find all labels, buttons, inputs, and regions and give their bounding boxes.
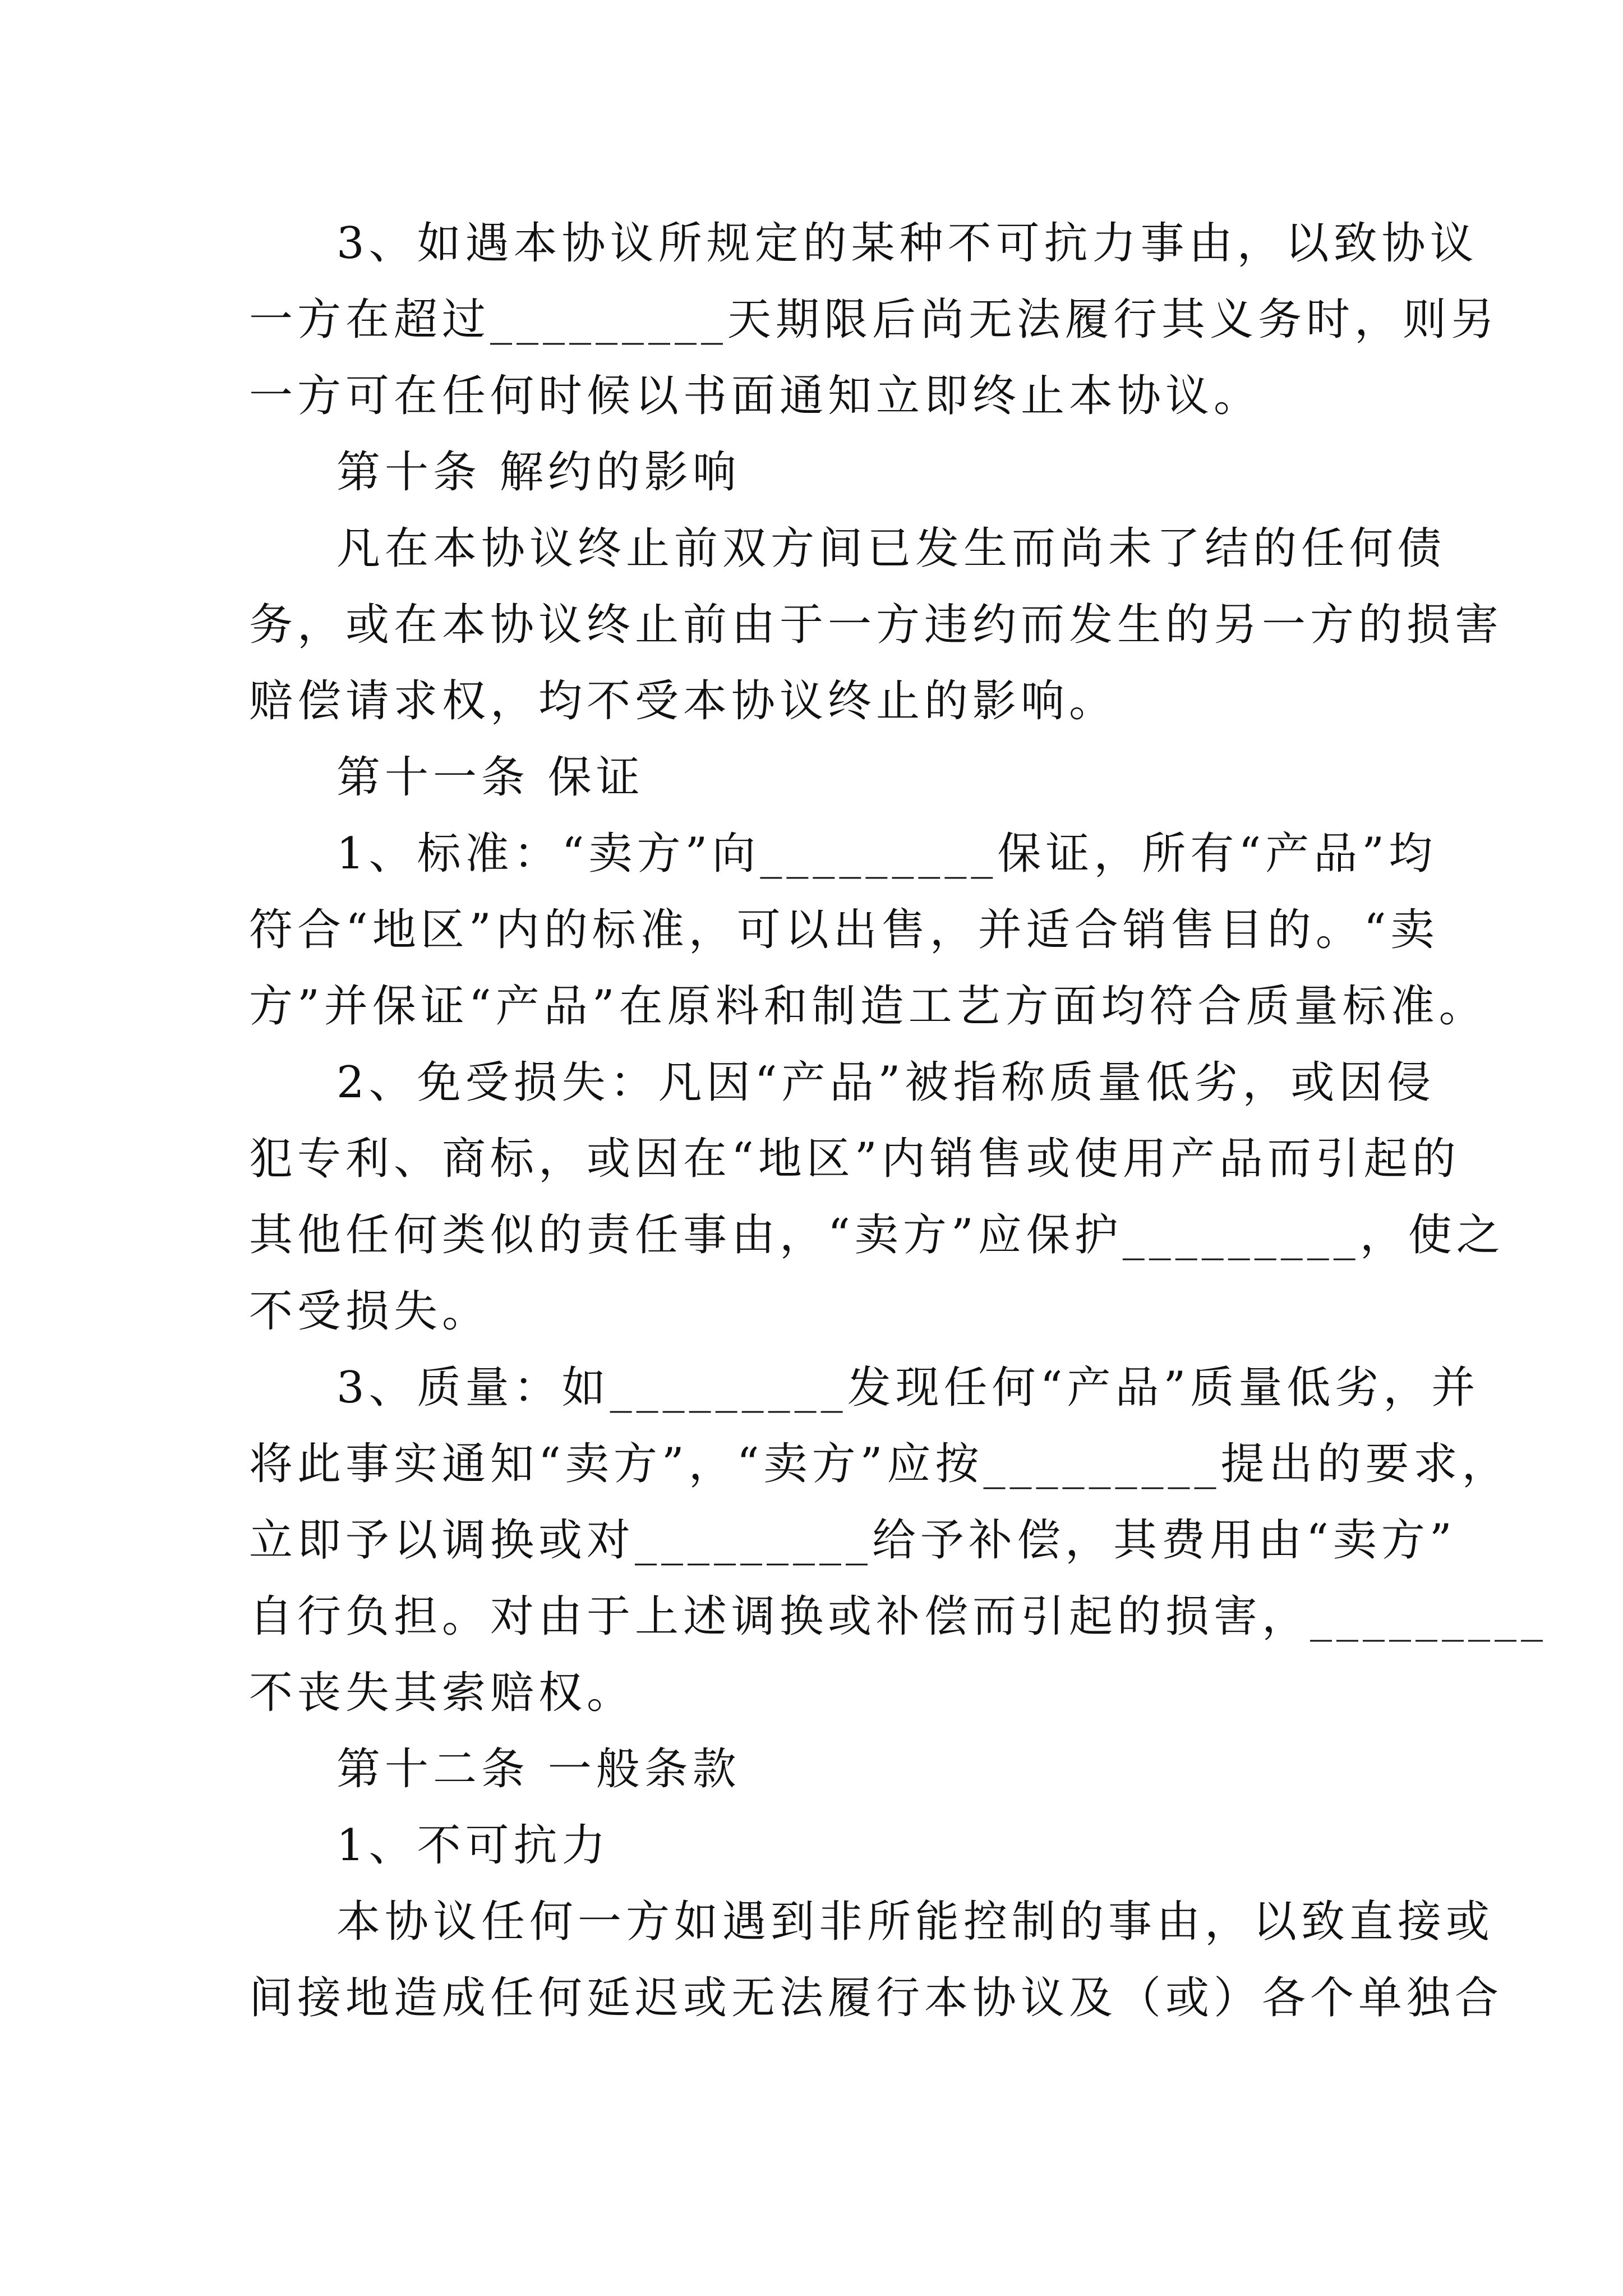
article-10-line-2: 务，或在本协议终止前由于一方违约而发生的另一方的损害 bbox=[249, 600, 1504, 650]
clause-11-3-line-5: 不丧失其索赔权。 bbox=[249, 1668, 635, 1718]
clause-9-3-line-1: 3、如遇本协议所规定的某种不可抗力事由，以致协议 bbox=[336, 218, 1478, 269]
clause-11-3-line-3: 立即予以调换或对_________给予补偿，其费用由“卖方” bbox=[249, 1515, 1456, 1566]
article-10-heading: 第十条 解约的影响 bbox=[336, 447, 741, 498]
clause-11-2-line-4: 不受损失。 bbox=[249, 1286, 491, 1337]
article-12-heading: 第十二条 一般条款 bbox=[336, 1744, 741, 1795]
clause-12-1-line-1: 本协议任何一方如遇到非所能控制的事由，以致直接或 bbox=[336, 1897, 1495, 1947]
clause-11-1-line-1: 1、标准：“卖方”向_________保证，所有“产品”均 bbox=[336, 829, 1437, 879]
clause-11-3-line-2: 将此事实通知“卖方”，“卖方”应按_________提出的要求， bbox=[249, 1439, 1510, 1489]
article-10-line-1: 凡在本协议终止前双方间已发生而尚未了结的任何债 bbox=[336, 523, 1446, 574]
clause-9-3-line-2: 一方在超过_________天期限后尚无法履行其义务时，则另 bbox=[249, 295, 1500, 345]
clause-11-2-line-1: 2、免受损失：凡因“产品”被指称质量低劣，或因侵 bbox=[336, 1057, 1436, 1108]
clause-11-3-line-4: 自行负担。对由于上述调换或补偿而引起的损害，_________ bbox=[249, 1591, 1548, 1642]
article-10-line-3: 赔偿请求权，均不受本协议终止的影响。 bbox=[249, 676, 1118, 726]
clause-12-1-line-2: 间接地造成任何延迟或无法履行本协议及（或）各个单独合 bbox=[249, 1973, 1504, 2023]
article-11-heading: 第十一条 保证 bbox=[336, 752, 644, 803]
clause-11-1-line-2: 符合“地区”内的标准，可以出售，并适合销售目的。“卖 bbox=[249, 905, 1439, 955]
clause-11-2-line-3: 其他任何类似的责任事由，“卖方”应保护_________，使之 bbox=[249, 1210, 1505, 1260]
clause-12-1-heading: 1、不可抗力 bbox=[336, 1820, 610, 1871]
clause-11-2-line-2: 犯专利、商标，或因在“地区”内销售或使用产品而引起的 bbox=[249, 1134, 1460, 1184]
clause-11-1-line-3: 方”并保证“产品”在原料和制造工艺方面均符合质量标准。 bbox=[249, 981, 1487, 1032]
clause-11-3-line-1: 3、质量：如_________发现任何“产品”质量低劣，并 bbox=[336, 1363, 1480, 1413]
clause-9-3-line-3: 一方可在任何时候以书面通知立即终止本协议。 bbox=[249, 371, 1262, 421]
